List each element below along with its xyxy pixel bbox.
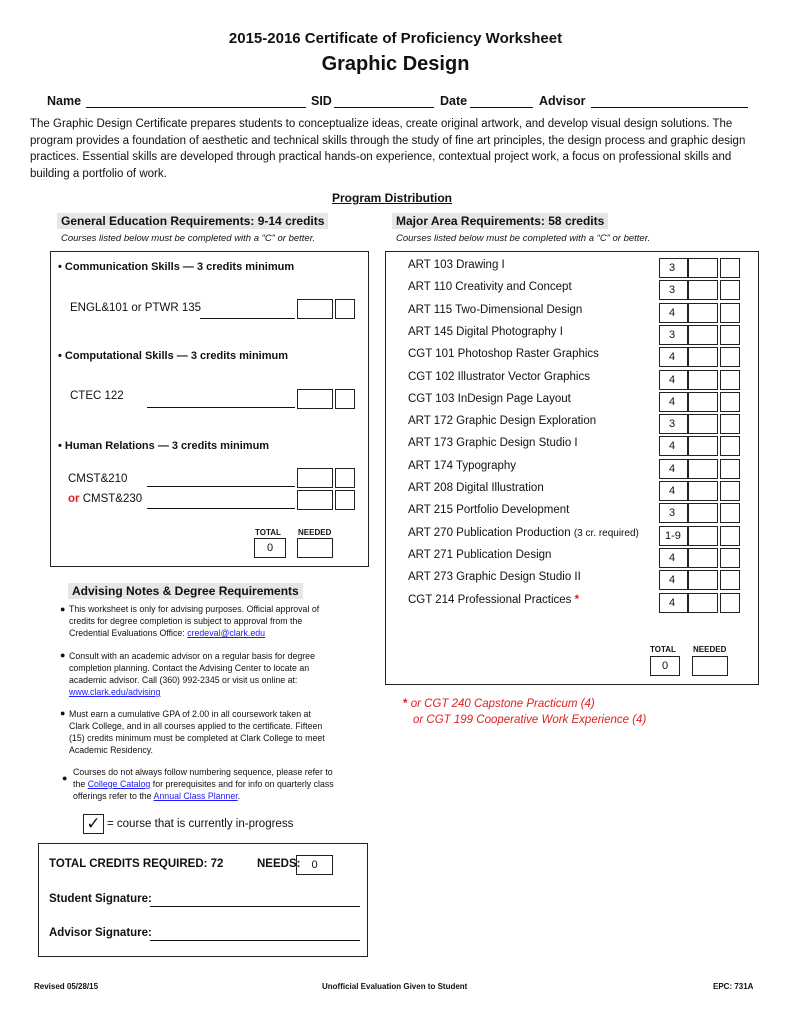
alt-course-1 [403, 698, 595, 710]
check-legend: = course that is currently in-progress [107, 818, 294, 830]
course-check-box[interactable] [720, 526, 740, 546]
course-check-box[interactable] [720, 392, 740, 412]
program-title: Graphic Design [321, 53, 470, 75]
revised-date: Revised 05/28/15 [34, 982, 99, 991]
note4-text-a: Courses do not always follow numbering sequence, please refer to the [73, 767, 333, 789]
course-check-box[interactable] [720, 370, 740, 390]
note4-text-c: . [237, 791, 241, 801]
hr-heading: • Human Relations — 3 credits minimum [58, 440, 270, 452]
course-check-box[interactable] [720, 459, 740, 479]
major-course-name [408, 437, 578, 449]
course-credits: 3 [659, 280, 688, 300]
course-check-box[interactable] [720, 258, 740, 278]
course-check-box[interactable] [720, 481, 740, 501]
course-grade-box[interactable] [688, 548, 718, 568]
course-title: ART 208 Digital Illustration [408, 482, 544, 494]
alt-star: * [403, 698, 408, 710]
needs-label: NEEDS: [257, 858, 301, 870]
course-title: ART 145 Digital Photography I [408, 326, 563, 338]
course-check-box[interactable] [720, 503, 740, 523]
course-title: ART 174 Typography [408, 460, 517, 472]
college-catalog-link[interactable]: College Catalog [87, 779, 151, 789]
course-title: CGT 101 Photoshop Raster Graphics [408, 348, 599, 360]
course-grade-box[interactable] [688, 325, 718, 345]
major-course-name [408, 348, 599, 360]
name-field[interactable] [86, 107, 306, 108]
comm-course: ENGL&101 or PTWR 135 [70, 302, 202, 314]
course-credits: 3 [659, 503, 688, 523]
major-course-name [408, 371, 590, 383]
hr-course-2 [68, 493, 142, 505]
worksheet-title: 2015-2016 Certificate of Proficiency Worksheet [228, 30, 563, 47]
hr-heading-text: Human Relations — 3 credits minimum [64, 440, 270, 452]
major-course-name [408, 326, 563, 338]
course-check-box[interactable] [720, 325, 740, 345]
sid-label: SID [311, 94, 332, 108]
course-title: ART 110 Creativity and Concept [408, 281, 572, 293]
comp-check-box[interactable] [335, 389, 355, 409]
comp-credits-box[interactable] [297, 389, 333, 409]
major-course-name [408, 594, 579, 606]
comm-check-box[interactable] [335, 299, 355, 319]
major-note: Courses listed below must be completed with a “C” or better. [396, 233, 651, 244]
date-label: Date [440, 94, 468, 108]
major-total-value: 0 [650, 656, 680, 676]
hr2-credits-box[interactable] [297, 490, 333, 510]
course-grade-box[interactable] [688, 436, 718, 456]
course-title: ART 115 Two-Dimensional Design [408, 304, 583, 316]
major-course-name [408, 259, 505, 271]
course-grade-box[interactable] [688, 414, 718, 434]
course-check-box[interactable] [720, 436, 740, 456]
advising-note-1 [69, 603, 331, 639]
course-title: CGT 103 InDesign Page Layout [408, 393, 571, 405]
bullet-dot: ● [62, 773, 68, 783]
major-course-name [408, 393, 571, 405]
hr1-check-box[interactable] [335, 468, 355, 488]
comp-course: CTEC 122 [70, 390, 124, 402]
gen-ed-note: Courses listed below must be completed with a “C” or better. [61, 233, 316, 244]
course-grade-box[interactable] [688, 392, 718, 412]
epc-code: EPC: 731A [713, 982, 754, 991]
comm-heading-text: Communication Skills — 3 credits minimum [64, 261, 295, 273]
course-grade-box[interactable] [688, 370, 718, 390]
major-course-name [408, 527, 639, 539]
credeval-email-link[interactable]: credeval@clark.edu [187, 628, 266, 638]
footer-center: Unofficial Evaluation Given to Student [322, 982, 468, 991]
major-course-name [408, 549, 551, 561]
hr2-grade-line[interactable] [147, 508, 295, 509]
name-label: Name [47, 94, 82, 108]
course-title: ART 215 Portfolio Development [408, 504, 570, 516]
student-signature-field[interactable] [150, 906, 360, 907]
course-credits: 4 [659, 392, 688, 412]
gen-ed-needed-label: NEEDED [298, 528, 332, 537]
major-course-name [408, 571, 581, 583]
course-grade-box[interactable] [688, 593, 718, 613]
checkmark-icon: ✓ [83, 814, 104, 834]
major-course-name [408, 415, 596, 427]
hr-course-2-text: CMST&230 [82, 493, 143, 505]
course-credits: 4 [659, 548, 688, 568]
course-credits: 4 [659, 481, 688, 501]
course-grade-box[interactable] [688, 347, 718, 367]
or-label: or [68, 493, 80, 505]
course-grade-box[interactable] [688, 258, 718, 278]
major-course-name [408, 482, 544, 494]
advising-note-2 [69, 650, 334, 698]
course-check-box[interactable] [720, 593, 740, 613]
course-title: ART 271 Publication Design [408, 549, 552, 561]
hr1-credits-box[interactable] [297, 468, 333, 488]
course-credits: 4 [659, 370, 688, 390]
student-signature-label: Student Signature: [49, 893, 152, 905]
course-title: CGT 102 Illustrator Vector Graphics [408, 371, 590, 383]
comp-heading-text: Computational Skills — 3 credits minimum [64, 350, 289, 362]
hr2-check-box[interactable] [335, 490, 355, 510]
course-title: ART 270 Publication Production [408, 527, 571, 539]
gen-ed-total-value: 0 [254, 538, 286, 558]
major-title: Major Area Requirements: 58 credits [392, 213, 608, 229]
course-check-box[interactable] [720, 548, 740, 568]
course-grade-box[interactable] [688, 503, 718, 523]
course-credits: 4 [659, 593, 688, 613]
course-credits: 4 [659, 570, 688, 590]
course-check-box[interactable] [720, 570, 740, 590]
major-needed-value[interactable] [692, 656, 728, 676]
advising-note-4 [73, 766, 335, 802]
comp-heading: • Computational Skills — 3 credits minimum [58, 350, 289, 362]
gen-ed-title: General Education Requirements: 9-14 credits [57, 213, 328, 229]
major-course-name [408, 460, 516, 472]
date-field[interactable] [470, 107, 533, 108]
course-grade-box[interactable] [688, 280, 718, 300]
comm-credits-box[interactable] [297, 299, 333, 319]
course-credits: 4 [659, 459, 688, 479]
star-marker: * [574, 594, 580, 606]
sid-field[interactable] [334, 107, 434, 108]
course-credits: 1-9 [659, 526, 688, 546]
major-total-label: TOTAL [650, 645, 676, 654]
course-check-box[interactable] [720, 280, 740, 300]
course-title: CGT 214 Professional Practices [408, 594, 572, 606]
course-check-box[interactable] [720, 414, 740, 434]
course-grade-box[interactable] [688, 526, 718, 546]
bullet-dot: ● [60, 650, 66, 660]
note2-text: Consult with an academic advisor on a regular basis for degree completion planning. Contact the Advising Center to locate an academic advisor. Call (360) 992-2345 or visit us online at: [69, 651, 315, 685]
course-credits: 4 [659, 303, 688, 323]
comm-grade-line[interactable] [200, 318, 295, 319]
advising-note-3: Must earn a cumulative GPA of 2.00 in all coursework taken at Clark College, and in all courses applied to the certificate. Fifteen (15) credits minimum must be completed at Clark College to meet Academic Residency. [69, 709, 325, 755]
course-title: ART 273 Graphic Design Studio II [408, 571, 581, 583]
course-credits: 4 [659, 436, 688, 456]
advising-website-link[interactable]: www.clark.edu/advising [69, 687, 161, 697]
major-course-name [408, 281, 572, 293]
major-needed-label: NEEDED [693, 645, 727, 654]
needs-value: 0 [296, 855, 333, 875]
course-credits: 4 [659, 347, 688, 367]
course-title: ART 172 Graphic Design Exploration [408, 415, 597, 427]
advisor-field[interactable] [591, 107, 748, 108]
course-credits: 3 [659, 258, 688, 278]
alt-course-1-text: or CGT 240 Capstone Practicum (4) [410, 698, 595, 710]
gen-ed-needed-value[interactable] [297, 538, 333, 558]
course-grade-box[interactable] [688, 303, 718, 323]
advising-title: Advising Notes & Degree Requirements [68, 583, 303, 599]
major-course-name [408, 504, 569, 516]
course-title: ART 173 Graphic Design Studio I [408, 437, 578, 449]
course-check-box[interactable] [720, 303, 740, 323]
course-suffix: (3 cr. required) [573, 528, 639, 539]
course-credits: 3 [659, 325, 688, 345]
total-credits-required: TOTAL CREDITS REQUIRED: 72 [49, 858, 224, 870]
bullet-dot: ● [60, 708, 66, 718]
note4-text-b: for prerequisites and for info on quarterly class offerings refer to the [73, 779, 334, 801]
course-check-box[interactable] [720, 347, 740, 367]
course-grade-box[interactable] [688, 459, 718, 479]
advisor-signature-field[interactable] [150, 940, 360, 941]
program-distribution-heading: Program Distribution [331, 191, 452, 205]
alt-course-2: or CGT 199 Cooperative Work Experience (4) [413, 714, 647, 726]
advisor-label: Advisor [539, 94, 586, 108]
course-credits: 3 [659, 414, 688, 434]
hr-course-1: CMST&210 [68, 473, 128, 485]
advisor-signature-label: Advisor Signature: [49, 927, 152, 939]
course-grade-box[interactable] [688, 570, 718, 590]
annual-class-planner-link[interactable]: Annual Class Planner [153, 791, 238, 801]
bullet-dot: ● [60, 604, 66, 614]
gen-ed-total-label: TOTAL [255, 528, 281, 537]
program-description: The Graphic Design Certificate prepares students to conceptualize ideas, create original artwork, and develop visual design solutions. The program provides a foundation of aesthetic and technical skills through the study of fine art principles, the design process and graphic design practices. Essential skills are developed through practical hands-on experience, contextual project work, a focus on professional skills and building a portfolio of work. [30, 118, 746, 180]
comm-heading: • Communication Skills — 3 credits minimum [58, 261, 295, 273]
note1-text: This worksheet is only for advising purposes. Official approval of credits for degree completion is subject to approval from the Credential Evaluations Office: [69, 604, 320, 638]
hr1-grade-line[interactable] [147, 486, 295, 487]
major-course-name [408, 304, 582, 316]
course-title: ART 103 Drawing I [408, 259, 505, 271]
course-grade-box[interactable] [688, 481, 718, 501]
comp-grade-line[interactable] [147, 407, 295, 408]
